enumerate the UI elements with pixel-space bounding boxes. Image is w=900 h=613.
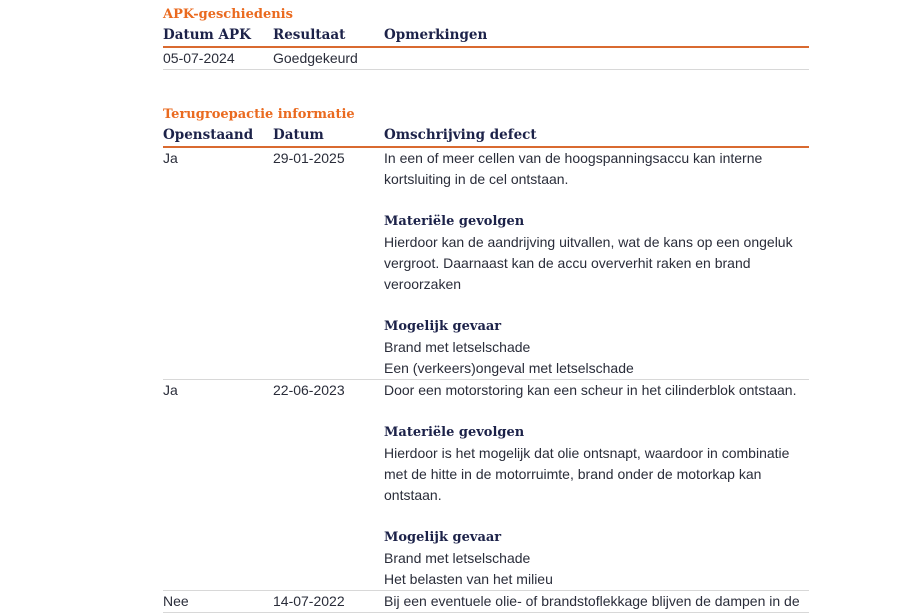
- recall-date: 22-06-2023: [273, 382, 345, 398]
- apk-result: Goedgekeurd: [273, 50, 358, 66]
- table-row: [163, 48, 809, 70]
- description-line: In een of meer cellen van de hoogspanningsaccu kan interne: [384, 150, 763, 166]
- header-omschrijving-defect: Omschrijving defect: [384, 127, 537, 143]
- consequences-title: Materiële gevolgen: [384, 425, 525, 440]
- header-datum: Datum: [273, 127, 324, 143]
- danger-line: Een (verkeers)ongeval met letselschade: [384, 360, 634, 376]
- recall-date: 29-01-2025: [273, 150, 345, 166]
- recall-description: [384, 148, 809, 379]
- danger-title: Mogelijk gevaar: [384, 530, 502, 545]
- danger-line: Brand met letselschade: [384, 339, 531, 355]
- consequences-line: vergroot. Daarnaast kan de accu oververhit raken en brand: [384, 255, 751, 271]
- recall-section-title: Terugroepactie informatie: [163, 107, 355, 122]
- danger-title: Mogelijk gevaar: [384, 319, 502, 334]
- header-opmerkingen: Opmerkingen: [384, 27, 488, 43]
- recall-description: [384, 380, 809, 590]
- table-row: [163, 148, 809, 380]
- recall-date: 14-07-2022: [273, 593, 345, 609]
- table-row: [163, 380, 809, 591]
- apk-section-title: APK-geschiedenis: [163, 7, 293, 22]
- recall-table-header: [163, 124, 809, 148]
- description-line: Bij een eventuele olie- of brandstoflekkage blijven de dampen in de: [384, 593, 800, 609]
- consequences-line: veroorzaken: [384, 276, 462, 292]
- consequences-line: ontstaan.: [384, 487, 442, 503]
- danger-line: Het belasten van het milieu: [384, 571, 553, 587]
- recall-description: [384, 591, 809, 612]
- apk-table-header: [163, 24, 809, 48]
- header-resultaat: Resultaat: [273, 27, 346, 43]
- danger-line: Brand met letselschade: [384, 550, 531, 566]
- recall-open: Ja: [163, 382, 178, 398]
- consequences-line: met de hitte in de motorruimte, brand onder de motorkap kan: [384, 466, 762, 482]
- recall-open: Ja: [163, 150, 178, 166]
- consequences-line: Hierdoor is het mogelijk dat olie ontsnapt, waardoor in combinatie: [384, 445, 790, 461]
- apk-section: [163, 6, 809, 70]
- apk-date: 05-07-2024: [163, 50, 235, 66]
- consequences-title: Materiële gevolgen: [384, 214, 525, 229]
- header-datum-apk: Datum APK: [163, 27, 251, 43]
- header-openstaand: Openstaand: [163, 127, 254, 143]
- consequences-line: Hierdoor kan de aandrijving uitvallen, wat de kans op een ongeluk: [384, 234, 793, 250]
- recall-open: Nee: [163, 593, 189, 609]
- apk-remarks: [384, 48, 809, 69]
- description-line: Door een motorstoring kan een scheur in het cilinderblok ontstaan.: [384, 382, 797, 398]
- description-line: kortsluiting in de cel ontstaan.: [384, 171, 569, 187]
- recall-section: [163, 106, 809, 613]
- table-row: [163, 591, 809, 613]
